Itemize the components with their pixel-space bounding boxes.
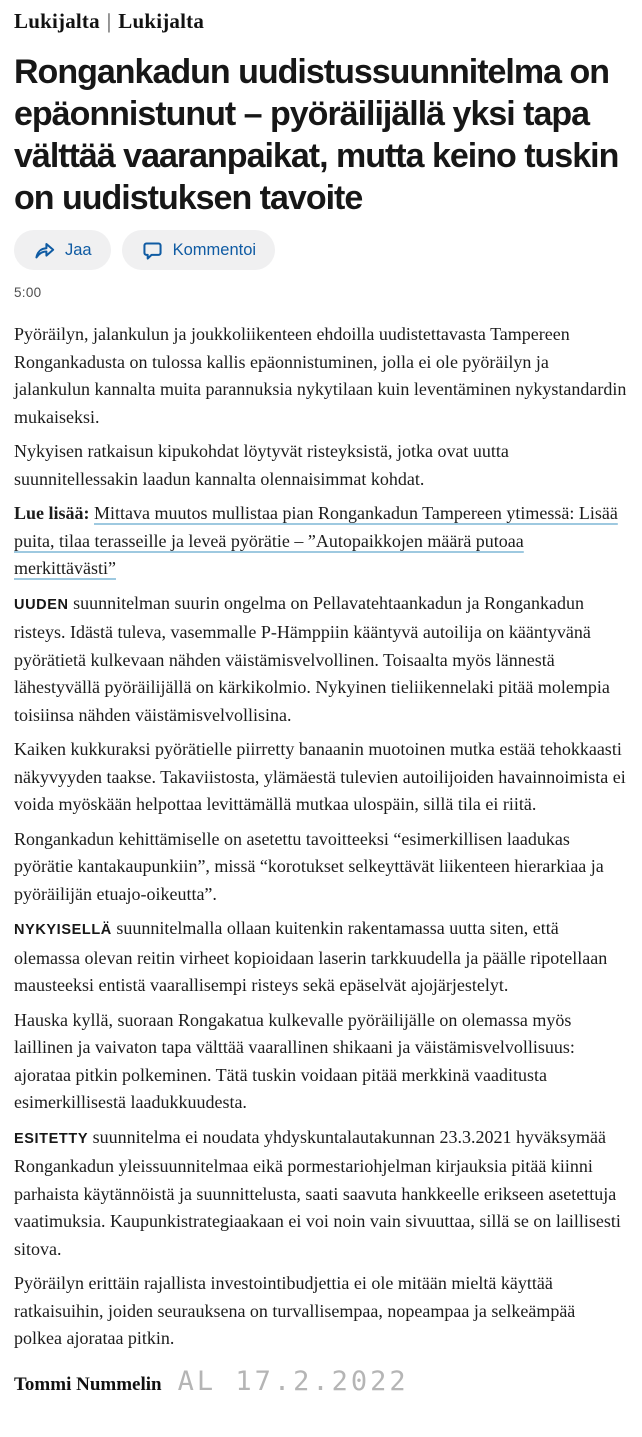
publish-time: 5:00: [14, 285, 42, 300]
paragraph-text: suunnitelman suurin ongelma on Pellavatehtaankadun ja Rongankadun risteys. Idästä tuleva, vasemmalle P-Hämppiin kääntyvä autoilija on kääntyvänä pyörätietä kulkevaan nähden väistämisvelvollinen. Toisaalta myös lännestä lähestyvällä pyöräilijällä on kärkikolmio. Nykyinen tieliikennelaki pitää molempia toisiinsa nähden väistämisvelvollisina.: [14, 592, 610, 725]
paragraph: [14, 590, 627, 730]
kicker-link-primary[interactable]: Lukijalta: [14, 9, 100, 33]
comment-icon: [141, 239, 164, 262]
paragraph-lead: NYKYISELLÄ: [14, 922, 112, 938]
author-row: [14, 1366, 627, 1409]
share-button-label: Jaa: [65, 240, 92, 259]
read-more-paragraph: [14, 500, 627, 583]
paragraph: Hauska kyllä, suoraan Rongakatua kulkevalle pyöräilijälle on olemassa myös laillinen ja vaivaton tapa välttää vaarallinen shikaani ja väistämisvelvollisuus: ajorataa pitkin polkeminen. Tätä tuskin voidaan pitää merkkinä vaaditusta esimerkillisestä laadukkuudesta.: [14, 1009, 575, 1112]
kicker-link-secondary[interactable]: Lukijalta: [118, 9, 205, 33]
paragraph: [14, 1124, 627, 1264]
read-more-link[interactable]: Mittava muutos mullistaa pian Rongankadun Tampereen ytimessä: Lisää puita, tilaa terasseille ja leveä pyörätie – ”Autopaikkojen määrä putoaa merkittävästi”: [14, 503, 618, 578]
comment-button[interactable]: [122, 230, 275, 270]
paragraph: Kaiken kukkuraksi pyörätielle piirretty banaanin muotoinen mutka estää tehokkaasti näkyvyyden taakse. Takaviistosta, ylämäestä tulevien autoilijoiden havainnoimista ei voida myöskään helpottaa levittämällä mutkaa ulospäin, sillä tila ei riitä.: [14, 739, 626, 814]
kicker-divider: |: [106, 9, 112, 33]
paragraph-lead: UUDEN: [14, 596, 69, 613]
paragraph: [14, 915, 627, 1000]
paragraph-lead: ESITETTY: [14, 1130, 89, 1147]
share-icon: [33, 239, 56, 262]
comment-button-label: Kommentoi: [172, 240, 257, 259]
watermark: AL 17.2.2022: [177, 1365, 409, 1397]
paragraph: Nykyisen ratkaisun kipukohdat löytyvät risteyksistä, jotka ovat uutta suunnitellessakin laadun kannalta olennaisimmat kohdat.: [14, 441, 509, 489]
paragraph-text: suunnitelmalla ollaan kuitenkin rakentamassa uutta siten, että olemassa olevan reitin virheet kopioidaan laserin tarkkuudella ja päälle ripotellaan mausteeksi entistä vaarallisempi risteys sekä epäselvät ajojärjestelyt.: [14, 918, 608, 995]
paragraph-text: suunnitelma ei noudata yhdyskuntalautakunnan 23.3.2021 hyväksymää Rongankadun yleissuunnitelmaa eikä pormestariohjelman kirjauksia pitää kiinni parhaista käytännöistä ja suunnittelusta, saati saavuta hankkeelle erikseen asetettuja vaatimuksia. Kaupunkistrategiaakaan ei voi noin vain sivuuttaa, sillä se on laillisesti sitova.: [14, 1126, 621, 1259]
paragraph: Pyöräilyn, jalankulun ja joukkoliikenteen ehdoilla uudistettavasta Tampereen Rongankadusta on tulossa kallis epäonnistuminen, jolla ei ole pyöräilyn ja jalankulun kannalta muita parannuksia nykytilaan kuin leventäminen nykystandardin mukaiseksi.: [14, 324, 627, 427]
author-name: Tommi Nummelin: [14, 1373, 162, 1395]
paragraph: Pyöräilyn erittäin rajallista investointibudjettia ei ole mitään mieltä käyttää ratkaisuihin, joiden seurauksena on turvallisempaa, nopeampaa ja selkeämpää polkea ajorataa pitkin.: [14, 1273, 576, 1348]
read-more-label: Lue lisää:: [14, 503, 90, 523]
paragraph: Rongankadun kehittämiselle on asetettu tavoitteeksi “esimerkillisen laadukas pyörätie kantakaupunkiin”, missä “korotukset selkeyttävät liikenteen hierarkiaa ja pyöräilijän etuajo-oikeutta”.: [14, 828, 604, 904]
action-bar: [14, 230, 627, 270]
kicker: [14, 9, 627, 34]
share-button[interactable]: [14, 230, 111, 270]
article-headline: Rongankadun uudistussuunnitelma on epäonnistunut – pyöräilijällä yksi tapa välttää vaaranpaikat, mutta keino tuskin on uudistuksen tavoite: [14, 53, 619, 217]
article-body: [14, 321, 627, 1353]
